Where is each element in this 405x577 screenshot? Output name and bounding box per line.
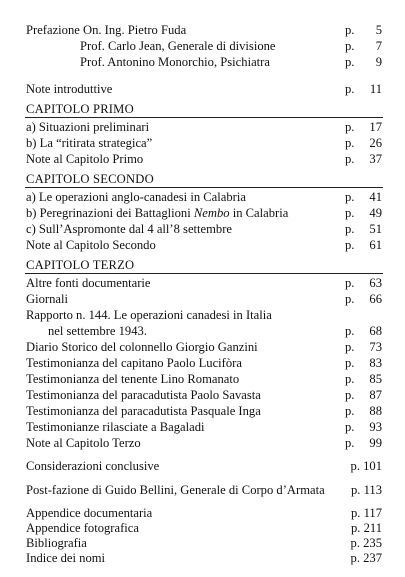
page-prefix: p. — [345, 23, 355, 37]
chapter-title: CAPITOLO PRIMO — [26, 102, 134, 116]
chapter-heading-terzo — [0, 257, 405, 273]
page-prefix: p. — [345, 39, 355, 53]
page-number: 11 — [369, 82, 382, 96]
page-number: 88 — [369, 404, 382, 418]
page-prefix: p. — [345, 120, 355, 134]
page-prefix: p. — [345, 388, 355, 402]
toc-entry-appendice-fotografica — [0, 520, 405, 536]
page-prefix: p. — [345, 324, 355, 338]
toc-entry-title: Diario Storico del colonnello Giorgio Ganzini — [26, 340, 258, 354]
page-number: 51 — [369, 222, 382, 236]
page-number: 17 — [369, 120, 382, 134]
toc-entry-situazioni-preliminari — [0, 119, 405, 135]
page-number: p. 117 — [350, 506, 382, 520]
toc-entry-note-introduttive — [0, 81, 405, 97]
chapter-heading-secondo — [0, 171, 405, 187]
page-prefix: p. — [345, 356, 355, 370]
toc-entry-title: Altre fonti documentarie — [26, 276, 151, 290]
toc-entry-title: Prof. Carlo Jean, Generale di divisione — [80, 39, 276, 53]
toc-entry-testimonianza-lucifora — [0, 355, 405, 371]
toc-entry-title: Prefazione On. Ing. Pietro Fuda — [26, 23, 187, 37]
toc-entry-title: Testimonianza del paracadutista Paolo Savasta — [26, 388, 261, 402]
nembo-italic: Nembo — [193, 206, 230, 220]
page-prefix: p. — [345, 372, 355, 386]
toc-entry-title: Bibliografia — [26, 536, 87, 550]
toc-entry-title: Post-fazione di Guido Bellini, Generale di Corpo d’Armata — [26, 483, 325, 497]
page-prefix: p. — [345, 206, 355, 220]
toc-entry-aspromonte — [0, 221, 405, 237]
page-prefix: p. — [345, 404, 355, 418]
page-prefix: p. — [345, 82, 355, 96]
page-prefix: p. — [345, 55, 355, 69]
page-number: 7 — [375, 39, 382, 53]
toc-entry-title: c) Sull’Aspromonte dal 4 all’8 settembre — [26, 222, 232, 236]
toc-entry-title: Appendice fotografica — [26, 521, 139, 535]
toc-entry-title: nel settembre 1943. — [48, 324, 147, 338]
toc-entry-rapporto-144 — [0, 307, 405, 323]
page-prefix: p. — [345, 152, 355, 166]
toc-entry-diario-ganzini — [0, 339, 405, 355]
toc-entry-title: Rapporto n. 144. Le operazioni canadesi in Italia — [26, 308, 272, 322]
toc-entry-testimonianza-savasta — [0, 387, 405, 403]
toc-entry-bibliografia — [0, 535, 405, 551]
toc-entry-indice-nomi — [0, 550, 405, 566]
toc-entry-rapporto-144-continued — [0, 323, 405, 339]
toc-entry-title: Note al Capitolo Terzo — [26, 436, 141, 450]
page-number: p. 113 — [350, 483, 382, 497]
page-number: 9 — [375, 55, 382, 69]
toc-entry-note-capitolo-secondo — [0, 237, 405, 253]
page-prefix: p. — [345, 436, 355, 450]
toc-entry-title: Note introduttive — [26, 82, 113, 96]
page-number: p. 235 — [350, 536, 382, 550]
page-prefix: p. — [345, 292, 355, 306]
toc-entry-title: Testimonianza del tenente Lino Romanato — [26, 372, 240, 386]
page-prefix: p. — [345, 190, 355, 204]
toc-entry-title: Indice dei nomi — [26, 551, 106, 565]
toc-entry-altre-fonti — [0, 275, 405, 291]
page-number: 83 — [369, 356, 382, 370]
page-number: 93 — [369, 420, 382, 434]
page-number: 26 — [369, 136, 382, 150]
chapter-divider — [25, 187, 383, 188]
page-prefix: p. — [345, 340, 355, 354]
chapter-title: CAPITOLO SECONDO — [26, 172, 154, 186]
toc-entry-prefazione-jean — [0, 38, 405, 54]
page-number: 66 — [369, 292, 382, 306]
toc-entry-ritirata-strategica — [0, 135, 405, 151]
page-number: p. 101 — [350, 459, 382, 473]
toc-entry-testimonianze-bagaladi — [0, 419, 405, 435]
toc-entry-title: a) Situazioni preliminari — [26, 120, 150, 134]
page-number: 68 — [369, 324, 382, 338]
chapter-divider — [25, 117, 383, 118]
toc-entry-peregrinazioni-nembo — [0, 205, 405, 221]
page-prefix: p. — [345, 276, 355, 290]
page-number: p. 211 — [350, 521, 382, 535]
page-number: 49 — [369, 206, 382, 220]
toc-entry-prefazione-fuda — [0, 22, 405, 38]
page-number: 87 — [369, 388, 382, 402]
toc-entry-postfazione-bellini — [0, 482, 405, 498]
page-prefix: p. — [345, 238, 355, 252]
page-prefix: p. — [345, 222, 355, 236]
toc-entry-testimonianza-inga — [0, 403, 405, 419]
toc-entry-note-capitolo-primo — [0, 151, 405, 167]
toc-entry-giornali — [0, 291, 405, 307]
chapter-title: CAPITOLO TERZO — [26, 258, 135, 272]
page-prefix: p. — [345, 136, 355, 150]
page-number: 37 — [369, 152, 382, 166]
toc-entry-title: Testimonianza del paracadutista Pasquale Inga — [26, 404, 261, 418]
toc-entry-considerazioni-conclusive — [0, 458, 405, 474]
toc-entry-prefazione-monorchio — [0, 54, 405, 70]
page-number: 85 — [369, 372, 382, 386]
toc-entry-appendice-documentaria — [0, 505, 405, 521]
toc-entry-title: Appendice documentaria — [26, 506, 153, 520]
page-number: 99 — [369, 436, 382, 450]
toc-entry-title: a) Le operazioni anglo-canadesi in Calabria — [26, 190, 246, 204]
page-number: p. 237 — [350, 551, 382, 565]
toc-entry-testimonianza-romanato — [0, 371, 405, 387]
page-number: 73 — [369, 340, 382, 354]
chapter-divider — [25, 273, 383, 274]
chapter-heading-primo — [0, 101, 405, 117]
toc-entry-title: Considerazioni conclusive — [26, 459, 160, 473]
toc-entry-operazioni-anglo-canadesi — [0, 189, 405, 205]
page-number: 41 — [369, 190, 382, 204]
toc-entry-title: Note al Capitolo Primo — [26, 152, 144, 166]
toc-entry-title: Testimonianza del capitano Paolo Lucifòra — [26, 356, 242, 370]
toc-entry-title: Note al Capitolo Secondo — [26, 238, 156, 252]
toc-entry-title: Testimonianze rilasciate a Bagaladi — [26, 420, 205, 434]
toc-entry-note-capitolo-terzo — [0, 435, 405, 451]
page-number: 61 — [369, 238, 382, 252]
page-number: 5 — [375, 23, 382, 37]
toc-entry-title: Prof. Antonino Monorchio, Psichiatra — [80, 55, 270, 69]
page-number: 63 — [369, 276, 382, 290]
toc-entry-title: Giornali — [26, 292, 68, 306]
toc-entry-title: b) La “ritirata strategica” — [26, 136, 153, 150]
page-prefix: p. — [345, 420, 355, 434]
toc-entry-title: b) Peregrinazioni dei Battaglioni Nembo in Calabria — [26, 206, 289, 220]
